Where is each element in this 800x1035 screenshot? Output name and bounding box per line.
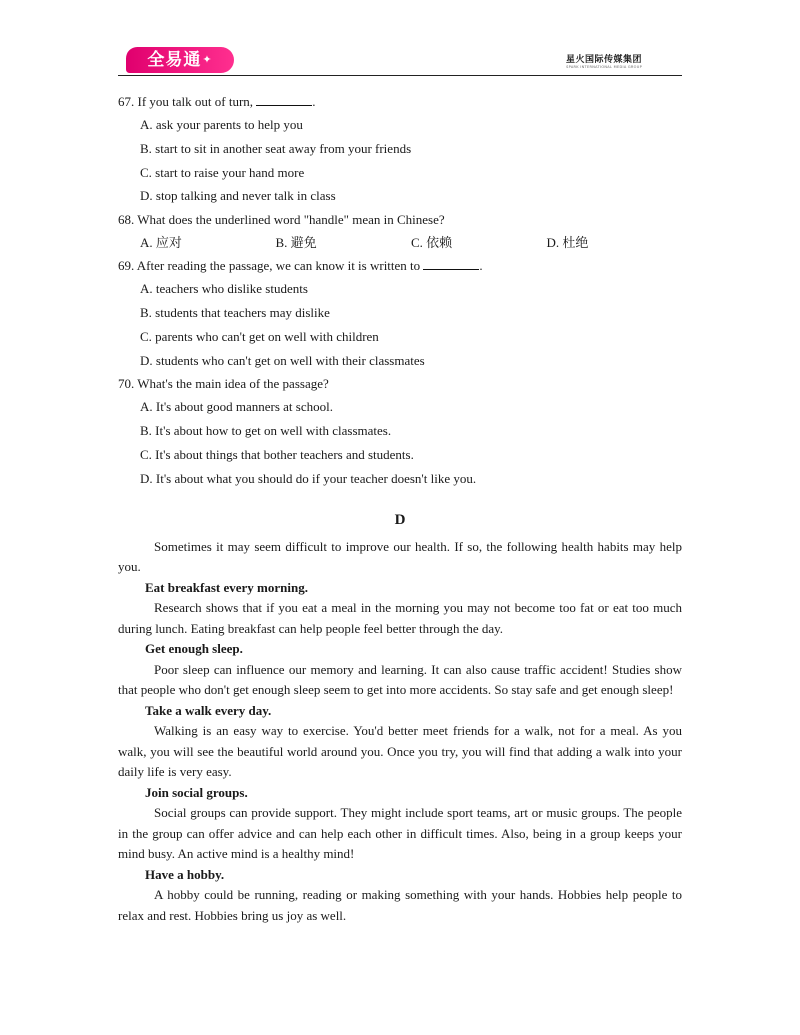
sparkle-icon: ✦ xyxy=(202,53,213,66)
option-b: B. start to sit in another seat away from your friends xyxy=(140,140,412,156)
option-d: D. It's about what you should do if your teacher doesn't like you. xyxy=(140,470,477,486)
habit-paragraph: Poor sleep can influence our memory and learning. It can also cause traffic accident! Studies show that people who don't get enough sleep seem to get into more accidents. So stay safe and get enough sleep! xyxy=(118,661,682,698)
option-d: D. students who can't get on well with their classmates xyxy=(140,352,425,368)
option-d: D. stop talking and never talk in class xyxy=(140,188,336,204)
habit-paragraph: A hobby could be running, reading or making something with your hands. Hobbies help people to relax and rest. Hobbies bring us joy as well. xyxy=(118,887,682,923)
option-b: B. It's about how to get on well with classmates. xyxy=(140,423,392,439)
question-69 xyxy=(118,254,682,372)
publisher-subtitle: SPARK INTERNATIONAL MEDIA GROUP xyxy=(566,65,642,69)
option-a: A. teachers who dislike students xyxy=(140,281,308,297)
habit-paragraph: Social groups can provide support. They might include sport teams, art or music groups. The people in the group can offer advice and can help each other in difficult times. Also, being in a group keeps your mind busy. An active mind is a healthy mind! xyxy=(118,805,682,862)
option-a: A. 应对 xyxy=(140,235,182,251)
option-c: C. start to raise your hand more xyxy=(140,164,305,180)
section-title: D xyxy=(394,511,406,528)
intro-paragraph: Sometimes it may seem difficult to improve our health. If so, the following health habits may help you. xyxy=(118,538,682,575)
option-c: C. parents who can't get on well with children xyxy=(140,328,379,344)
option-b: B. 避免 xyxy=(275,235,317,251)
inline-options xyxy=(140,231,682,254)
header-divider xyxy=(118,75,682,76)
logo-text: 全易通 xyxy=(147,50,202,70)
page-header xyxy=(118,44,682,78)
habit-paragraph: Research shows that if you eat a meal in the morning you may not become too fat or eat too much during lunch. Eating breakfast can help people feel better through the day. xyxy=(118,600,682,636)
question-70 xyxy=(118,372,682,490)
option-a: A. It's about good manners at school. xyxy=(140,399,333,415)
option-a: A. ask your parents to help you xyxy=(140,117,303,132)
question-stem: 68. What does the underlined word "handle" mean in Chinese? xyxy=(118,212,445,228)
brand-logo xyxy=(126,47,234,73)
habit-heading: Get enough sleep. xyxy=(145,641,243,657)
habit-heading: Eat breakfast every morning. xyxy=(145,579,308,595)
answer-blank xyxy=(423,258,479,270)
publisher-name: 星火国际传媒集团 xyxy=(565,55,642,65)
option-c: C. 依赖 xyxy=(411,235,453,251)
question-68 xyxy=(118,208,682,254)
question-stem: 67. If you talk out of turn, . xyxy=(118,94,316,109)
option-c: C. It's about things that bother teachers and students. xyxy=(140,446,414,462)
answer-blank xyxy=(256,94,312,106)
document-body xyxy=(118,90,682,926)
option-b: B. students that teachers may dislike xyxy=(140,304,330,320)
question-stem: 69. After reading the passage, we can know it is written to . xyxy=(118,258,483,274)
question-67 xyxy=(118,90,682,208)
question-stem: 70. What's the main idea of the passage? xyxy=(118,376,329,392)
habit-heading: Join social groups. xyxy=(145,784,248,800)
habit-heading: Have a hobby. xyxy=(145,866,225,882)
habit-paragraph: Walking is an easy way to exercise. You'd better meet friends for a walk, not for a meal. As you walk, you will see the beautiful world around you. Once you try, you will find that adding a walk into your daily life is very easy. xyxy=(118,723,682,780)
option-d: D. 杜绝 xyxy=(546,235,589,251)
habit-heading: Take a walk every day. xyxy=(145,702,272,718)
